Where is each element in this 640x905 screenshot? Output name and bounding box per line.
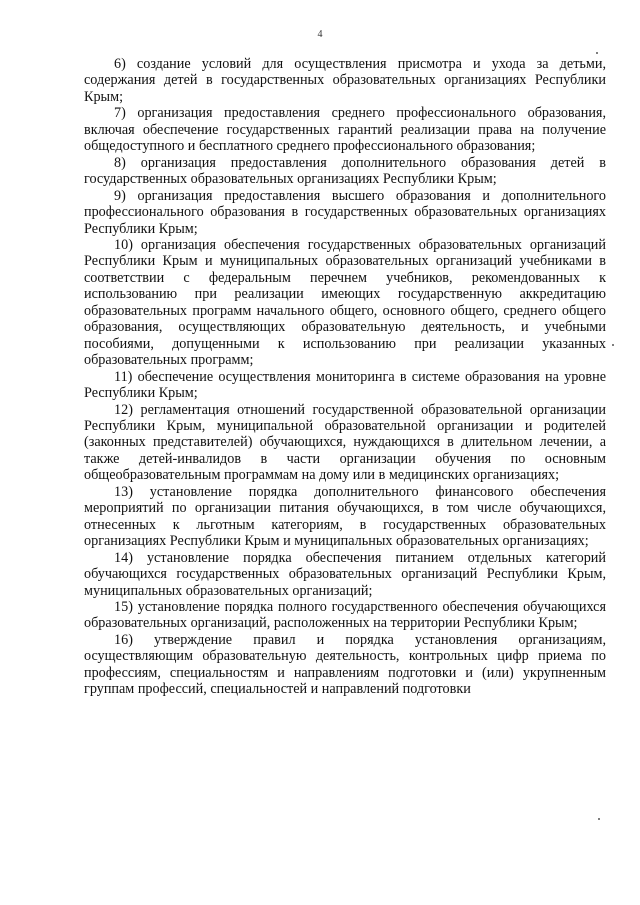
scan-speck <box>596 52 598 54</box>
paragraph-item-6: 6) создание условий для осуществления присмотра и ухода за детьми, содержания детей в государственных образовательных организациях Республики Крым; <box>84 56 606 105</box>
page-number: 4 <box>317 29 323 40</box>
paragraph-item-11: 11) обеспечение осуществления мониторинга в системе образования на уровне Республики Крым; <box>84 368 606 402</box>
paragraph-item-13: 13) установление порядка дополнительного финансового обеспечения мероприятий по организации питания обучающихся, в том числе обучающихся, отнесенных к льготным категориям, в государственных образовательных организациях Республики Крым и муниципальных образовательных организациях; <box>84 483 606 550</box>
paragraph-item-8: 8) организация предоставления дополнительного образования детей в государственных образовательных организациях Республики Крым; <box>84 154 606 188</box>
scan-speck <box>598 818 600 820</box>
paragraph-item-14: 14) установление порядка обеспечения питанием отдельных категорий обучающихся государственных образовательных организаций Республики Крым, муниципальных образовательных организаций; <box>84 549 606 599</box>
paragraph-item-12: 12) регламентация отношений государственной образовательной организации Республики Крым, муниципальной образовательной организации и родителей (законных представителей) обучающихся, нуждающихся в длительном лечении, а также детей-инвалидов в части организации обучения по основным общеобразовательным программам на дому или в медицинских организациях; <box>84 401 606 484</box>
paragraph-item-9: 9) организация предоставления высшего образования и дополнительного профессионального образования в государственных образовательных организациях Республики Крым; <box>84 187 606 237</box>
document-body <box>84 56 606 698</box>
paragraph-item-7: 7) организация предоставления среднего профессионального образования, включая обеспечение государственных гарантий реализации права на получение общедоступного и бесплатного среднего профессионального образования; <box>84 105 606 155</box>
scan-speck <box>612 344 614 346</box>
paragraph-item-10: 10) организация обеспечения государственных образовательных организаций Республики Крым и муниципальных образовательных организаций учебниками в соответствии с федеральным перечнем учебников, рекомендованных к использованию при реализации имеющих государственную аккредитацию образовательных программ начального общего, основного общего, среднего общего образования, осуществляющих образовательную деятельность, и учебными пособиями, допущенными к использованию при реализации указанных образовательных программ; <box>84 236 606 369</box>
paragraph-item-16: 16) утверждение правил и порядка установления организациям, осуществляющим образовательную деятельность, контрольных цифр приема по профессиям, специальностям и направлениям подготовки и (или) укрупненным группам профессий, специальностей и направлений подготовки <box>84 631 606 698</box>
paragraph-item-15: 15) установление порядка полного государственного обеспечения обучающихся образовательных организаций, расположенных на территории Республики Крым; <box>84 598 606 632</box>
